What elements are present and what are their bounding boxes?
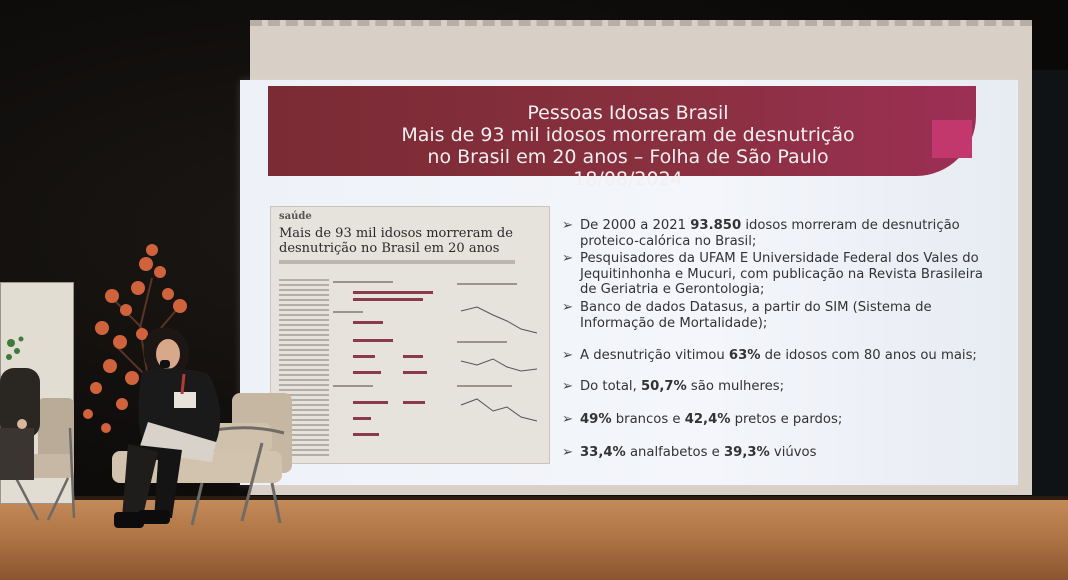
arrow-bullet-icon: ➢ [562,445,574,460]
title-banner [268,86,976,190]
right-curtain [1032,70,1068,500]
seated-person-left [0,368,48,488]
bullet-bold: 33,4% [580,445,626,460]
bullet-text: brancos e [611,412,685,427]
bullet-bold: 63% [728,348,761,363]
title-line-4: 18/08/2024 [573,168,683,190]
bullet-text: são mulheres; [686,379,785,394]
arrow-bullet-icon: ➢ [562,218,574,233]
presentation-slide [240,80,1018,485]
newspaper-clipping [270,206,550,464]
title-line-1: Pessoas Idosas Brasil [527,102,729,124]
bullet-text: idosos morreram de desnutrição proteico-calórica no Brasil; [580,218,960,249]
bullet-text: viúvos [769,445,817,460]
arrow-bullet-icon: ➢ [562,412,574,427]
slide-title [308,102,948,190]
newspaper-headline-line-2: desnutrição no Brasil em 20 anos [279,241,500,256]
bullet-text: De 2000 a 2021 [580,218,691,233]
arrow-bullet-icon: ➢ [562,379,574,394]
arrow-bullet-icon: ➢ [562,348,574,363]
newspaper-headline-line-1: Mais de 93 mil idosos morreram de [279,226,513,241]
bullet-text: A desnutrição vitimou [580,348,729,363]
title-line-3: no Brasil em 20 anos – Folha de São Paulo [427,146,829,168]
bullet-bold: 39,3% [723,445,770,460]
bullet-text: analfabetos e [625,445,724,460]
bullet-bold: 49% [580,412,612,427]
bullet-bold: 42,4% [684,412,731,427]
newspaper-headline [279,226,541,256]
title-line-2: Mais de 93 mil idosos morreram de desnutrição [401,124,855,146]
bullet-text: de idosos com 80 anos ou mais; [760,348,977,363]
bullet-text: Pesquisadores da UFAM E Universidade Federal dos Vales do Jequitinhonha e Mucuri, com publicação na Revista Brasileira de Geriatria e Gerontologia; [580,251,983,297]
arrow-bullet-icon: ➢ [562,300,574,315]
bullet-text: Do total, [580,379,641,394]
speaker-woman [108,322,238,532]
newspaper-section: saúde [279,211,312,222]
bullet-text: pretos e pardos; [730,412,843,427]
bullet-bold: 50,7% [640,379,687,394]
bullet-bold: 93.850 [690,218,742,233]
newspaper-line-charts [457,281,543,457]
newspaper-bar-chart [333,281,453,457]
newspaper-subtitle-blur [279,260,515,264]
bullet-text: Banco de dados Datasus, a partir do SIM (Sistema de Informação de Mortalidade); [580,300,932,331]
arrow-bullet-icon: ➢ [562,251,574,266]
